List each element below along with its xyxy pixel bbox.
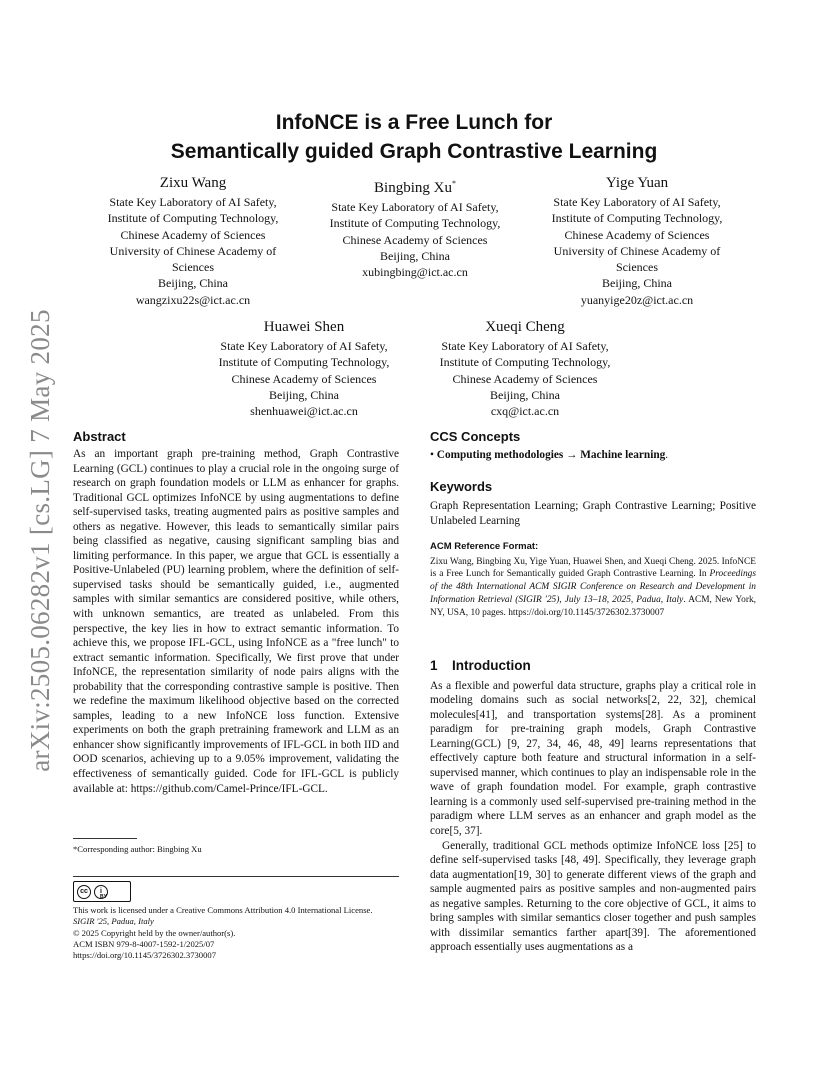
affiliation-line: University of Chinese Academy of [109,243,277,258]
author-email: shenhuawei@ict.ac.cn [250,404,358,419]
affiliation-line: Institute of Computing Technology, [439,355,611,370]
footnote-rule [73,838,137,839]
affiliation-line: Sciences [172,260,214,275]
affiliation-line: State Key Laboratory of AI Safety, [109,195,277,209]
corresponding-mark: * [451,179,456,188]
copyright-line: © 2025 Copyright held by the owner/author(s). [73,927,236,938]
affiliation-line: Institute of Computing Technology, [329,216,501,231]
affiliation-line: Institute of Computing Technology, [107,211,279,226]
bullet: • [430,449,434,461]
doi-link[interactable]: https://doi.org/10.1145/3726302.3730007 [73,950,216,961]
author-block [417,318,633,419]
author-email: xubingbing@ict.ac.cn [362,265,468,280]
section-title: Introduction [452,658,531,673]
section-number: 1 [430,658,438,673]
author-name: Zixu Wang [159,175,227,191]
license-rule [73,876,399,877]
isbn-line: ACM ISBN 979-8-4007-1592-1/2025/07 [73,938,215,949]
affiliation-line: State Key Laboratory of AI Safety, [331,200,499,214]
acm-reference [430,541,756,619]
cc-by-license-badge[interactable] [73,881,131,902]
abstract-section [73,428,399,445]
affiliation-line: Beijing, China [602,276,672,291]
author-email: wangzixu22s@ict.ac.cn [135,292,251,307]
cc-by-label: BY [100,894,107,900]
conference-venue: SIGIR '25, Padua, Italy [73,916,154,927]
affiliation-line: University of Chinese Academy of [553,243,721,258]
affiliation-line: Chinese Academy of Sciences [452,371,598,386]
acm-reference-heading: ACM Reference Format: [430,541,539,552]
affiliation-line: Institute of Computing Technology, [218,355,390,370]
affiliation-line: Beijing, China [269,387,339,402]
affiliation-line: Sciences [616,260,658,275]
reference-venue: Proceedings of the 48th International ACM SIGIR Conference on Research and Development in Information Retrieval (SIGIR '25), July 13–18, 2025, Padua, Italy [430,569,756,605]
author-name: Yige Yuan [605,175,669,191]
reference-authors: Zixu Wang, Bingbing Xu, Yige Yuan, Huawei Shen, and Xueqi Cheng. 2025. InfoNCE is a Free Lunch for Semantically guided Graph Contrastive Learning. In [430,556,756,580]
title-line-2: Semantically guided Graph Contrastive Learning [170,140,658,163]
abstract-text: As an important graph pre-training method, Graph Contrastive Learning (GCL) continues to play a crucial role in the ongoing surge of research on graph foundation models or LLM as enhancer for graphs. Traditional GCL optimizes InfoNCE by using augmentations to define self-supervised tasks, treating augmented pairs as positive samples and others as negative. However, this leads to semantically similar pairs being classified as negative, causing significant sampling bias and limiting performance. In this paper, we argue that GCL is essentially a Positive-Unlabeled (PU) learning problem, where the definition of self-supervised tasks should be semantically guided, i.e., augmented samples with similar semantics are considered positive, while others, with unknown semantics, are treated as unlabeled. From this perspective, the key lies in how to extract semantic information. To achieve this, we propose IFL-GCL, using InfoNCE as a "free lunch" to extract semantic information. Specifically, We first prove that under InfoNCE, the representation similarity of node pairs aligns with the probability that the corresponding contrastive sample is positive. Then we redefine the maximum likelihood objective based on the corrected samples, leading to a new InfoNCE loss function. Extensive experiments on both the graph pretraining framework and LLM as an enhancer show significantly improvements of IFL-GCL in both IID and OOD scenarios, achieving up to a 9.05% improvement, validating the effectiveness of semantically guided. Code for IFL-GCL is publicly available at: https://github.com/Camel-Prince/IFL-GCL. [73,448,399,795]
arrow-icon: → [566,449,578,461]
cc-icon: cc [77,885,91,899]
period: . [665,449,669,461]
author-block [529,174,745,308]
arxiv-stamp [18,300,62,780]
affiliation-line: Chinese Academy of Sciences [342,232,488,247]
license-statement: This work is licensed under a Creative Commons Attribution 4.0 International License. [73,905,373,915]
ccs-item [430,448,756,463]
arxiv-stamp-text: arXiv:2505.06282v1 [cs.LG] 7 May 2025 [24,308,55,772]
affiliation-line: Chinese Academy of Sciences [120,227,266,242]
paper-title [100,108,728,166]
reference-tail: . ACM, New York, NY, USA, 10 pages. https://doi.org/10.1145/3726302.3730007 [430,594,756,618]
keywords-text: Graph Representation Learning; Graph Contrastive Learning; Positive Unlabeled Learning [430,500,756,527]
footnote: *Corresponding author: Bingbing Xu [73,844,202,854]
affiliation-line: Chinese Academy of Sciences [564,227,710,242]
intro-paragraph: Generally, traditional GCL methods optimize InfoNCE loss [25] to define self-supervised tasks [48, 49]. Specifically, they leverage graph data augmentation[19, 30] to generate different views of the graph and sample augmented pairs as positive samples and non-augmented pairs as negative samples. Returning to the core objective of GCL, it aims to bring samples with similar semantics closer together and push samples with dissimilar semantics farther apart[39]. The aforementioned approach essentially uses augmentations as a [430,839,756,954]
affiliation-line: State Key Laboratory of AI Safety, [220,339,388,353]
affiliation-line: Chinese Academy of Sciences [231,371,377,386]
author-name: Bingbing Xu* [374,179,456,196]
ccs-concept: Machine learning [580,449,666,461]
keywords-heading: Keywords [430,479,493,494]
author-email: yuanyige20z@ict.ac.cn [580,292,694,307]
affiliation-line: State Key Laboratory of AI Safety, [441,339,609,353]
ccs-concept: Computing methodologies [436,449,564,461]
title-line-1: InfoNCE is a Free Lunch for [275,111,553,134]
introduction-section [430,659,756,955]
intro-paragraph: As a flexible and powerful data structure, graphs play a critical role in modeling domains such as social networks[2, 22, 32], chemical molecules[41], and transportation systems[28]. As a prominent paradigm for pre-training graph models, Graph Contrastive Learning(GCL) [9, 27, 34, 46, 48, 49] learns representations that effectively capture both feature and structural information in a self-supervised manner, which continues to play an indispensable role in the wave of graph foundation model. For example, graph contrastive learning is a commonly used self-supervised pre-training method in the paradigm where LLM serves as an enhancer and graph model as the core[5, 37]. [430,679,756,838]
attribution-person-icon: i [94,885,108,899]
author-block [307,174,523,280]
author-email: cxq@ict.ac.cn [490,404,560,419]
author-block [196,318,412,419]
section-heading [430,659,756,674]
author-name: Huawei Shen [263,319,345,335]
affiliation-line: Institute of Computing Technology, [551,211,723,226]
affiliation-line: Beijing, China [490,387,560,402]
author-block [85,174,301,308]
affiliation-line: State Key Laboratory of AI Safety, [553,195,721,209]
ccs-section [430,428,756,463]
affiliation-line: Beijing, China [158,276,228,291]
license-block [73,905,413,961]
abstract-heading: Abstract [73,429,126,444]
affiliation-line: Beijing, China [380,248,450,263]
acm-reference-text [430,556,756,620]
author-name: Xueqi Cheng [485,319,565,335]
keywords-section [430,478,756,528]
ccs-heading: CCS Concepts [430,429,521,444]
